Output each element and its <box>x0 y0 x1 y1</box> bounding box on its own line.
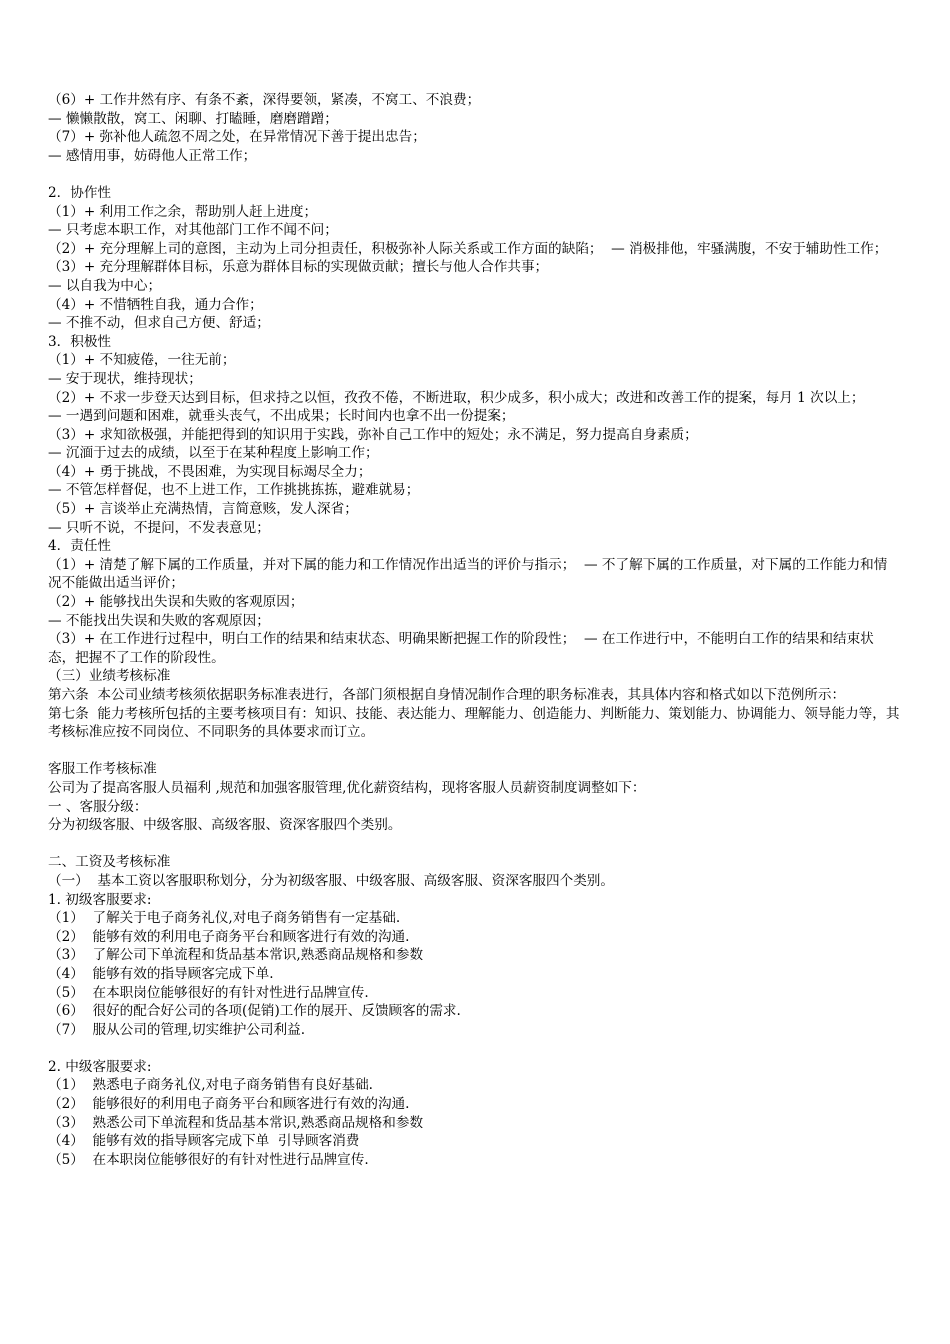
subsection-heading: （三）业绩考核标准 <box>48 668 171 685</box>
subsection-heading: 1. 初级客服要求: <box>48 891 152 908</box>
blank-line <box>48 1039 900 1058</box>
list-item: （5） 在本职岗位能够很好的有针对性进行品牌宣传. <box>48 984 369 1001</box>
paragraph: 公司为了提高客服人员福利 ,规范和加强客服管理,优化薪资结构，现将客服人员薪资制度调整如下： <box>48 779 646 796</box>
list-item: （4） 能够有效的指导顾客完成下单 引导顾客消费 <box>48 1133 360 1150</box>
section-customer-service-standard <box>48 760 900 834</box>
list-item: — 沉湎于过去的成绩，以至于在某种程度上影响工作； <box>48 445 379 462</box>
section-heading: 2．协作性 <box>48 184 112 201</box>
paragraph: 分为初级客服、中级客服、高级客服、资深客服四个类别。 <box>48 817 402 834</box>
list-item: — 只听不说，不提问，不发表意见； <box>48 519 270 536</box>
blank-line <box>48 742 900 761</box>
list-item: （1）+ 利用工作之余，帮助别人赶上进度； <box>48 203 318 220</box>
list-item: （4）+ 勇于挑战，不畏困难，为实现目标竭尽全力； <box>48 463 372 480</box>
list-item: — 只考虑本职工作，对其他部门工作不闻不问； <box>48 222 338 239</box>
section-heading: 客服工作考核标准 <box>48 761 157 778</box>
section-heading: 二、工资及考核标准 <box>48 854 171 871</box>
section-heading: 4．责任性 <box>48 538 112 555</box>
list-item: （1） 熟悉电子商务礼仪,对电子商务销售有良好基础. <box>48 1077 373 1094</box>
list-item: （4） 能够有效的指导顾客完成下单. <box>48 965 274 982</box>
list-item: （5）+ 言谈举止充满热情，言简意赅，发人深省； <box>48 501 358 518</box>
list-item: — 不推不动，但求自己方便、舒适； <box>48 315 270 332</box>
list-item: （2） 能够很好的利用电子商务平台和顾客进行有效的沟通. <box>48 1096 410 1113</box>
blank-line <box>48 835 900 854</box>
section-heading: 3．积极性 <box>48 333 112 350</box>
document-page <box>48 91 900 1169</box>
list-item: — 懒懒散散，窝工、闲聊、打瞌睡，磨磨蹭蹭； <box>48 110 338 127</box>
list-item: （2）+ 充分理解上司的意图，主动为上司分担责任，积极弥补人际关系或工作方面的缺陷； — 消极排他，牢骚满腹，不安于辅助性工作； <box>48 240 888 257</box>
list-item: （2） 能够有效的利用电子商务平台和顾客进行有效的沟通. <box>48 928 410 945</box>
blank-line <box>48 165 900 184</box>
list-item: （3） 了解公司下单流程和货品基本常识,熟悉商品规格和参数 <box>48 947 424 964</box>
list-item: （6） 很好的配合好公司的各项(促销)工作的展开、反馈顾客的需求. <box>48 1003 461 1020</box>
list-item: — 以自我为中心； <box>48 277 162 294</box>
section-cooperation <box>48 184 900 333</box>
list-item: （1）+ 清楚了解下属的工作质量，并对下属的能力和工作情况作出适当的评价与指示； — 不了解下属的工作质量，对下属的工作能力和情况不能做出适当评价； <box>48 556 888 592</box>
list-item: （2）+ 能够找出失误和失败的客观原因； <box>48 594 304 611</box>
section-responsibility <box>48 537 900 742</box>
section-salary-standard <box>48 853 900 1039</box>
list-item: （1）+ 不知疲倦，一往无前； <box>48 352 236 369</box>
subsection-heading: 2. 中级客服要求: <box>48 1058 152 1075</box>
list-item: （3）+ 在工作进行过程中，明白工作的结果和结束状态、明确果断把握工作的阶段性； — 在工作进行中，不能明白工作的结果和结束状态，把握不了工作的阶段性。 <box>48 631 874 666</box>
list-item: — 不能找出失误和失败的客观原因； <box>48 612 270 629</box>
list-item: （3） 熟悉公司下单流程和货品基本常识,熟悉商品规格和参数 <box>48 1114 424 1131</box>
section-initiative <box>48 333 900 538</box>
list-item: （2）+ 不求一步登天达到目标，但求持之以恒，孜孜不倦，不断进取，积少成多，积小成大；改进和改善工作的提案，每月 1 次以上； <box>48 389 865 406</box>
list-item: — 不管怎样督促，也不上进工作，工作挑挑拣拣，避难就易； <box>48 482 420 499</box>
list-item: （3）+ 充分理解群体目标，乐意为群体目标的实现做贡献；擅长与他人合作共事； <box>48 259 549 276</box>
section-intermediate-service <box>48 1058 900 1170</box>
list-item: — 感情用事，妨碍他人正常工作； <box>48 147 257 164</box>
paragraph: （一） 基本工资以客服职称划分，分为初级客服、中级客服、高级客服、资深客服四个类别。 <box>48 872 614 889</box>
list-item: （3）+ 求知欲极强，并能把得到的知识用于实践，弥补自己工作中的短处；永不满足，努力提高自身素质； <box>48 426 698 443</box>
list-item: （1） 了解关于电子商务礼仪,对电子商务销售有一定基础. <box>48 910 401 927</box>
list-item: （7） 服从公司的管理,切实维护公司利益. <box>48 1021 306 1038</box>
list-item: （7）+ 弥补他人疏忽不周之处，在异常情况下善于提出忠告； <box>48 129 426 146</box>
list-item: （5） 在本职岗位能够很好的有针对性进行品牌宣传. <box>48 1151 369 1168</box>
article-paragraph: 第七条 能力考核所包括的主要考核项目有：知识、技能、表达能力、理解能力、创造能力、判断能力、策划能力、协调能力、领导能力等，其考核标准应按不同岗位、不同职务的具体要求而订立。 <box>48 705 900 741</box>
paragraph: 一 、客服分级： <box>48 798 148 815</box>
list-item: — 安于现状，维持现状； <box>48 370 202 387</box>
list-item: （4）+ 不惜牺牲自我，通力合作； <box>48 296 263 313</box>
article-paragraph: 第六条 本公司业绩考核须依据职务标准表进行，各部门须根据自身情况制作合理的职务标准表，其具体内容和格式如以下范例所示： <box>48 687 846 703</box>
list-item: — 一遇到问题和困难，就垂头丧气，不出成果；长时间内也拿不出一份提案； <box>48 408 515 425</box>
item-list-continued <box>48 91 900 165</box>
list-item: （6）+ 工作井然有序、有条不紊，深得要领，紧凑，不窝工、不浪费； <box>48 92 481 108</box>
